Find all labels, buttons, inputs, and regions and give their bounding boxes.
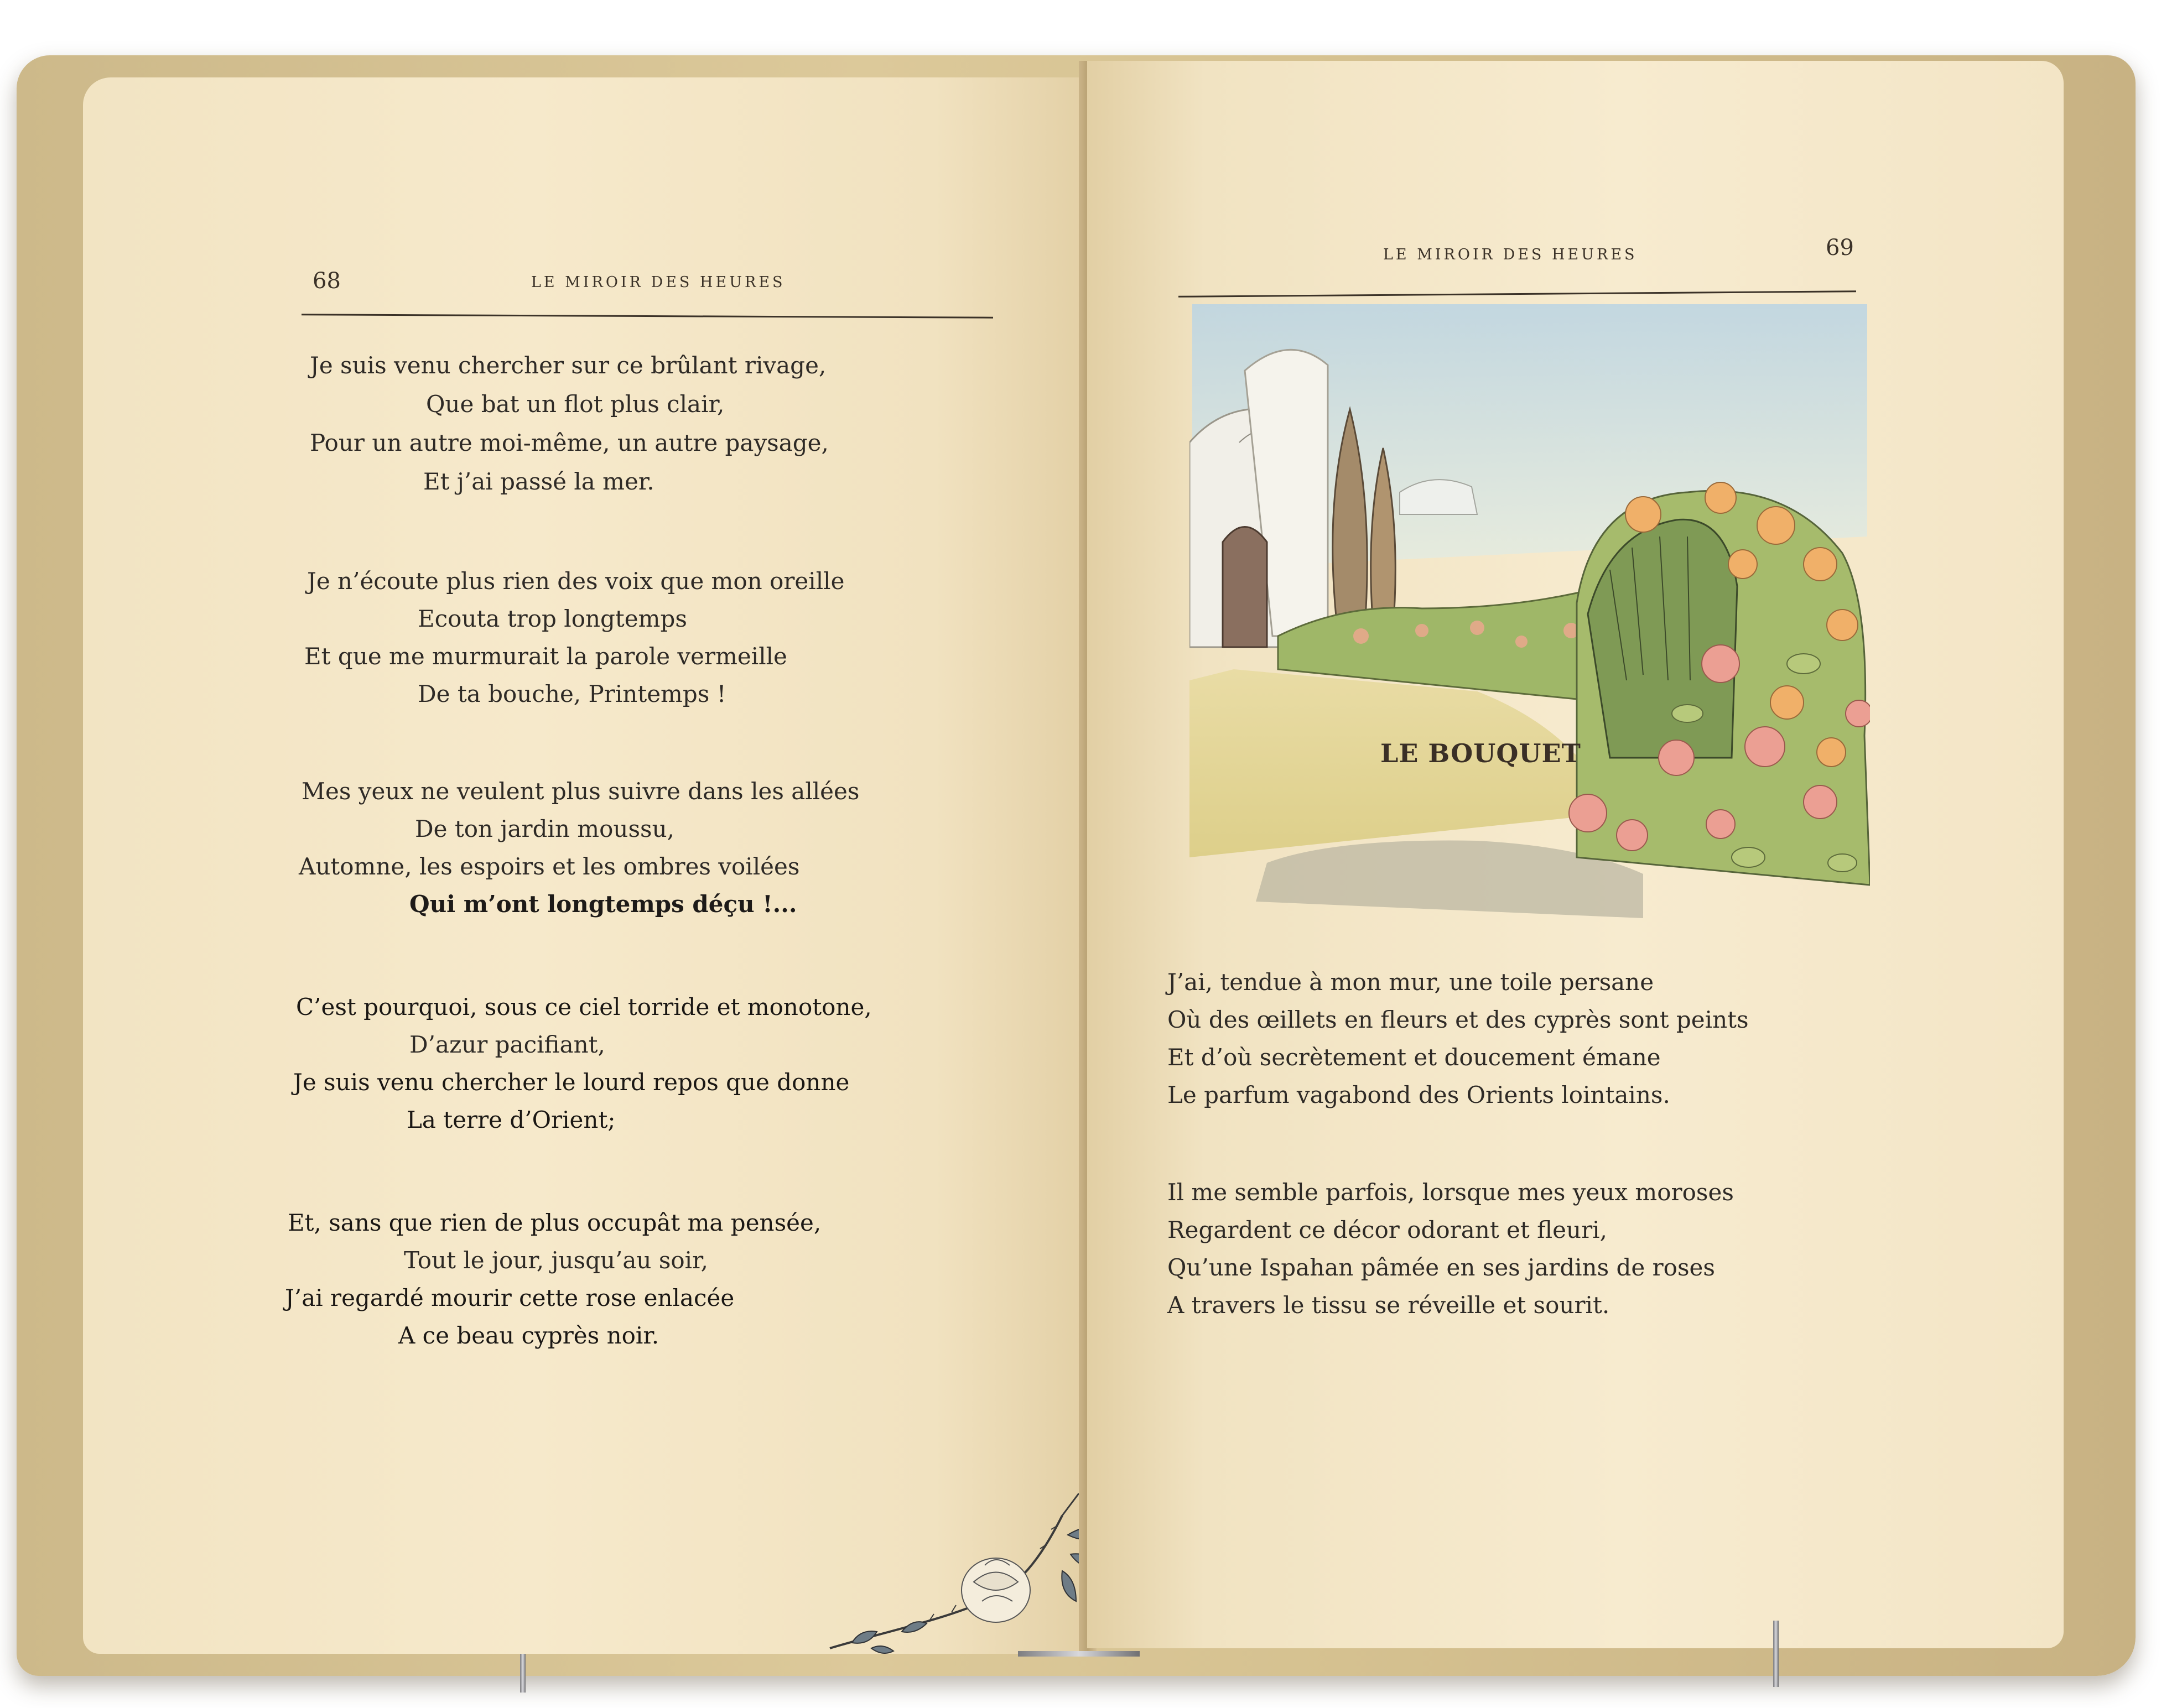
left-verse-3-4: Qui m’ont longtemps déçu !... (409, 891, 797, 918)
right-verse-2-3: Qu’une Ispahan pâmée en ses jardins de roses (1167, 1254, 1715, 1281)
left-verse-1-3: Pour un autre moi-même, un autre paysage, (310, 429, 829, 456)
left-verse-5-1: Et, sans que rien de plus occupât ma pensée, (288, 1209, 822, 1236)
right-verse-2-2: Regardent ce décor odorant et fleuri, (1167, 1216, 1607, 1243)
left-verse-2-4: De ta bouche, Printemps ! (418, 680, 726, 707)
left-verse-3-2: De ton jardin moussu, (415, 815, 674, 842)
right-verse-1-4: Le parfum vagabond des Orients lointains. (1167, 1081, 1670, 1108)
right-verse-2-1: Il me semble parfois, lorsque mes yeux moroses (1167, 1179, 1734, 1206)
left-verse-4-3: Je suis venu chercher le lourd repos que donne (293, 1069, 850, 1096)
stand-clip-left (520, 1654, 526, 1693)
right-verse-1-2: Où des œillets en fleurs et des cyprès sont peints (1167, 1006, 1749, 1033)
left-page (83, 77, 1084, 1654)
left-verse-2-1: Je n’écoute plus rien des voix que mon oreille (307, 567, 845, 595)
right-page (1087, 61, 2064, 1648)
left-verse-2-3: Et que me murmurait la parole vermeille (304, 643, 787, 670)
rose-vignette-icon (819, 1482, 1084, 1654)
left-folio: 68 (313, 268, 341, 294)
left-verse-4-4: La terre d’Orient; (407, 1106, 616, 1133)
stand-clip-right (1773, 1621, 1779, 1687)
right-head-rule (1178, 290, 1856, 298)
right-folio: 69 (1826, 235, 1854, 261)
left-verse-5-4: A ce beau cyprès noir. (398, 1322, 659, 1349)
left-running-head: LE MIROIR DES HEURES (531, 274, 786, 291)
right-verse-1-1: J’ai, tendue à mon mur, une toile persane (1167, 968, 1654, 996)
right-running-head: LE MIROIR DES HEURES (1383, 246, 1638, 263)
illustration-title: LE BOUQUET (1380, 738, 1581, 768)
left-verse-1-4: Et j’ai passé la mer. (423, 468, 654, 495)
left-verse-4-1: C’est pourquoi, sous ce ciel torride et monotone, (296, 993, 872, 1020)
left-verse-3-3: Automne, les espoirs et les ombres voilées (299, 853, 800, 880)
left-verse-2-2: Ecouta trop longtemps (418, 605, 687, 632)
right-verse-1-3: Et d’où secrètement et doucement émane (1167, 1044, 1661, 1071)
left-verse-3-1: Mes yeux ne veulent plus suivre dans les allées (302, 778, 860, 805)
left-head-rule (302, 314, 993, 318)
right-verse-2-4: A travers le tissu se réveille et sourit. (1167, 1292, 1610, 1319)
landscape-illustration (1189, 304, 1870, 935)
left-verse-1-2: Que bat un flot plus clair, (426, 390, 725, 418)
left-verse-1-1: Je suis venu chercher sur ce brûlant rivage, (310, 352, 827, 379)
left-verse-4-2: D’azur pacifiant, (409, 1031, 605, 1058)
stand-clip-center (1018, 1651, 1140, 1657)
left-verse-5-3: J’ai regardé mourir cette rose enlacée (285, 1284, 735, 1311)
left-verse-5-2: Tout le jour, jusqu’au soir, (404, 1247, 708, 1274)
